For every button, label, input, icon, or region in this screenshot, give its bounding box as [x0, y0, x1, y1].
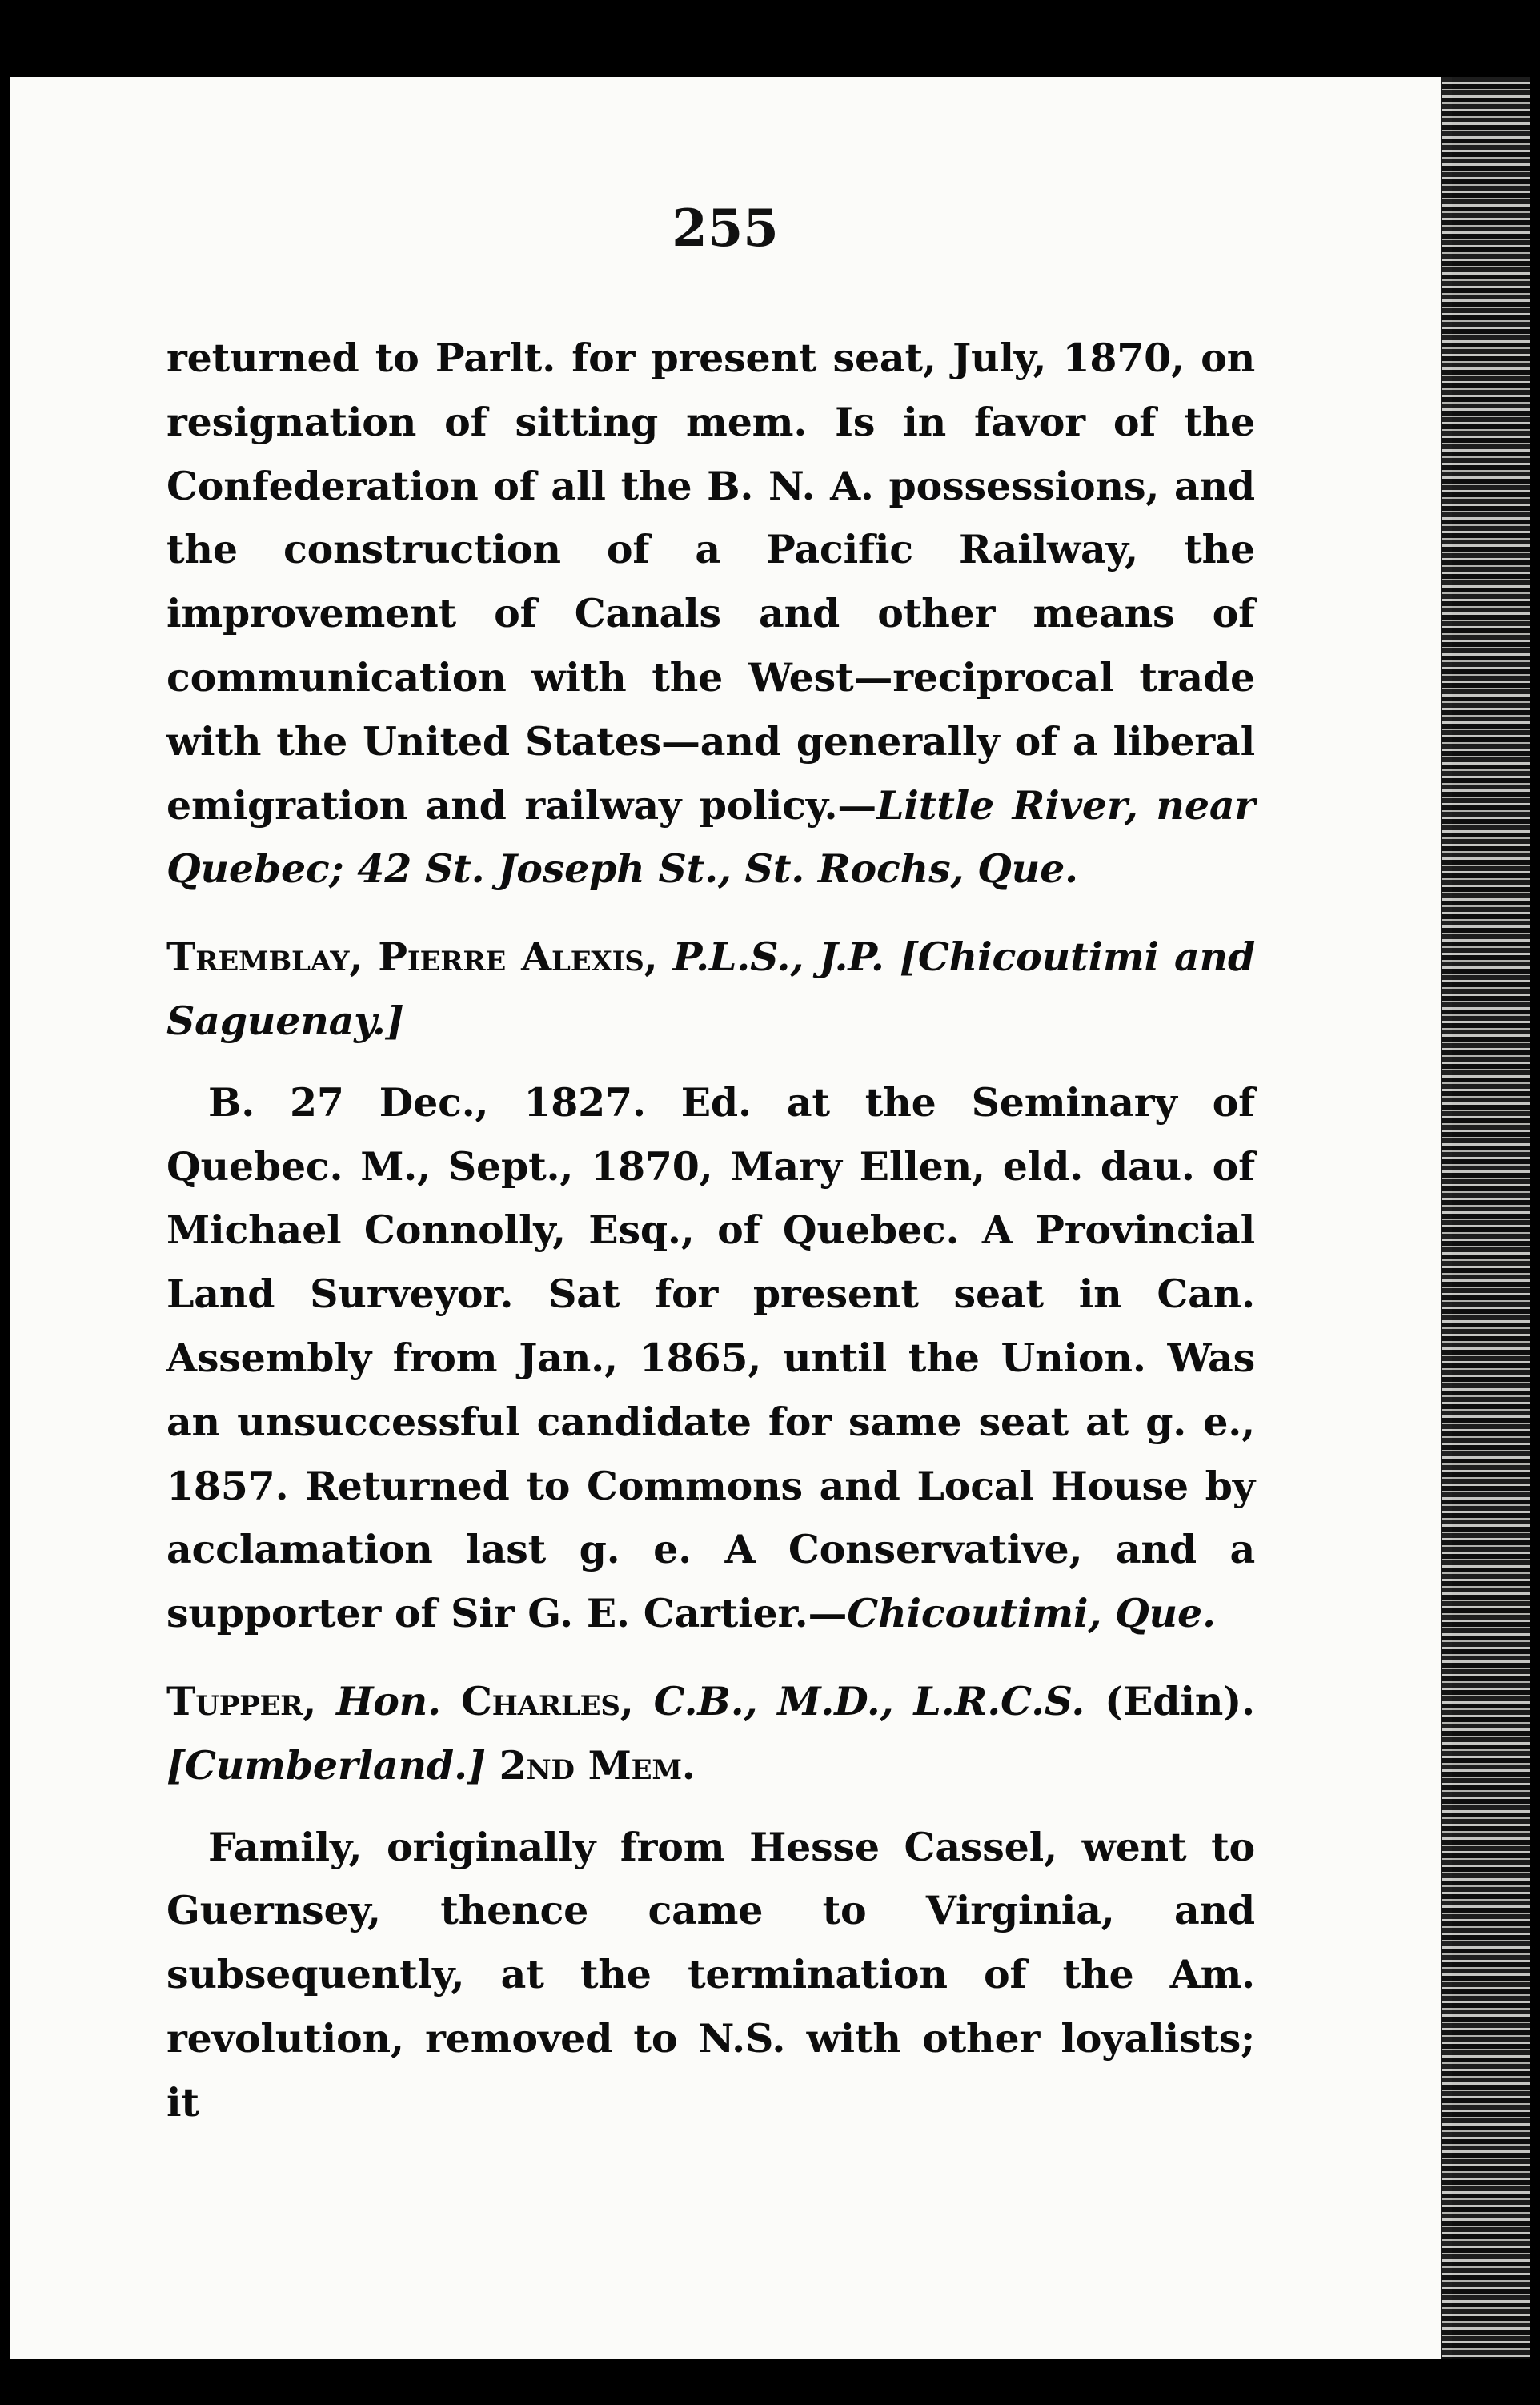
- given-names: Charles,: [460, 1677, 634, 1724]
- biography-tremblay: [166, 1071, 1255, 1646]
- continuation-paragraph: [166, 327, 1255, 901]
- constituency: [Cumberland.]: [166, 1741, 486, 1789]
- biography-text: Family, originally from Hesse Cassel, went to Guernsey, thence came to Virginia, and subsequently, at the termination of the Am. revolution, removed to N.S. with other loyalists; it: [166, 1823, 1255, 2126]
- book-page: [10, 77, 1452, 2359]
- page-number: 255: [672, 199, 779, 259]
- biography-text: B. 27 Dec., 1827. Ed. at the Seminary of Quebec. M., Sept., 1870, Mary Ellen, eld. dau. of Michael Connolly, Esq., of Quebec. A Provincial Land Surveyor. Sat for present seat in Can. Assembly from Jan., 1865, until the Union. Was an unsuccessful candidate for same seat at g. e., 1857. Returned to Commons and Local House by acclamation last g. e. A Conservative, and a supporter of Sir G. E. Cartier.—: [166, 1078, 1255, 1637]
- titles: P.L.S., J.P.: [672, 933, 884, 981]
- titles: C.B., M.D., L.R.C.S.: [653, 1677, 1085, 1724]
- constituency: [Chicoutimi and Saguenay.]: [166, 933, 1256, 1044]
- member-note: 2nd Mem.: [499, 1741, 696, 1789]
- entry-heading-tremblay: [166, 925, 1255, 1054]
- given-names: Pierre Alexis,: [378, 933, 658, 981]
- entry-heading-tupper: [166, 1670, 1255, 1798]
- continuation-text: returned to Parlt. for present seat, July, 1870, on resignation of sitting mem. Is in favor of the Confederation of all the B. N. A. possessions, and the construction of a Pacific Railway, the improvement of Canals and other means of communication with the West—reciprocal trade with the United States—and generally of a liberal emigration and railway policy.—: [166, 335, 1255, 829]
- titles-extra: (Edin).: [1105, 1677, 1256, 1724]
- address-little-river: Little River, near Quebec; 42 St. Joseph St., St. Rochs, Que.: [166, 781, 1255, 893]
- address-chicoutimi: Chicoutimi, Que.: [847, 1590, 1216, 1637]
- biography-tupper: [166, 1816, 1255, 2135]
- page-edge-shadow: [1442, 77, 1530, 2359]
- page-text: [166, 327, 1255, 2135]
- surname: Tremblay,: [166, 933, 363, 981]
- honorific: Hon.: [336, 1677, 441, 1724]
- surname: Tupper,: [166, 1677, 317, 1724]
